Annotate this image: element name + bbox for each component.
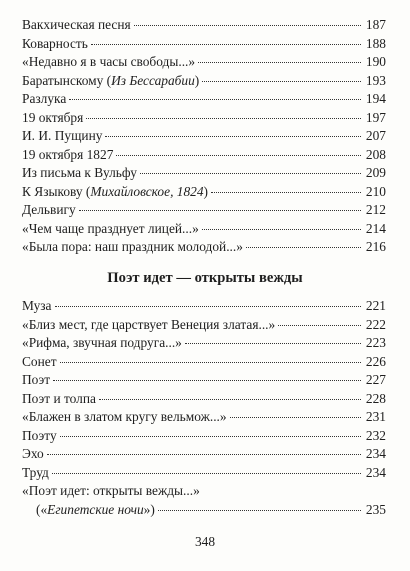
dot-leader [211, 192, 361, 193]
toc-entry [22, 464, 386, 483]
dot-leader [116, 155, 361, 156]
toc-entry-page: 190 [365, 54, 386, 69]
toc-entry-title [22, 408, 227, 427]
toc-entry-title [22, 501, 155, 520]
toc-entry-title-part: К Языкову ( [22, 183, 91, 199]
dot-leader [60, 436, 361, 437]
toc-entry-title [22, 353, 57, 372]
toc-entry-title-part: И. И. Пущину [22, 128, 103, 143]
toc-entry-title-part: 19 октября 1827 [22, 146, 114, 162]
toc-entry [22, 334, 386, 353]
toc-entry-title [22, 72, 199, 91]
toc-entry [22, 183, 386, 202]
toc-entry-page: 187 [365, 17, 386, 32]
toc-entry-title-part: Разлука [22, 91, 67, 106]
toc-entry-page: 235 [365, 501, 386, 517]
toc-entry-title-italic-part: Египетские ночи [47, 501, 144, 517]
toc-entry-title-part: Сонет [22, 353, 57, 369]
toc-entry [22, 482, 386, 501]
toc-entry-page: 227 [365, 372, 386, 387]
toc-entry-page: 234 [365, 446, 386, 461]
toc-entry-page: 214 [365, 220, 386, 236]
toc-entry-title [22, 35, 88, 54]
toc-entry-title [22, 183, 208, 202]
dot-leader [86, 118, 361, 119]
toc-entry [22, 146, 386, 165]
toc-entry [22, 445, 386, 464]
toc-entry-title-italic-part: Из Бессарабии [111, 72, 195, 88]
toc-entry [22, 371, 386, 390]
toc-entry-title-part: Муза [22, 298, 52, 313]
toc-entry-title [22, 146, 113, 165]
toc-entry-title [22, 297, 52, 316]
toc-entry-page: 231 [365, 409, 386, 424]
toc-entry-page: 207 [365, 128, 386, 143]
toc-entry-title [22, 201, 76, 220]
dot-leader [202, 229, 361, 230]
toc-entry [22, 390, 386, 409]
toc-entry-title-part: Эхо [22, 446, 44, 461]
toc-entry-title-part: Из письма к Вульфу [22, 165, 137, 180]
toc-entry [22, 220, 386, 239]
toc-entry-title-part: «Недавно я в часы свободы...» [22, 54, 196, 69]
toc-entry [22, 109, 386, 128]
toc-entry-title-part: ) [203, 183, 209, 199]
toc-entry-page: 194 [365, 91, 386, 106]
toc-entry-title-part: «Чем чаще празднует лицей...» [22, 220, 199, 236]
toc-entry-title-part: Поэт [22, 372, 51, 387]
toc-entry-title-part: 19 октября [22, 109, 84, 125]
toc-entry-page: 210 [365, 183, 386, 199]
toc-entry-title-part: Поэт и толпа [22, 390, 96, 406]
toc-entry-page: 223 [365, 335, 386, 350]
toc-entry-page: 208 [365, 146, 386, 162]
toc-entry [22, 201, 386, 220]
toc-entry-title-part: Коварность [22, 35, 88, 51]
toc-entry-title [22, 127, 102, 146]
dot-leader [140, 173, 361, 174]
toc-entry-page: 232 [365, 427, 386, 443]
toc-entry-title [22, 482, 200, 501]
toc-entry [22, 501, 386, 520]
toc-entry [22, 316, 386, 335]
toc-entry-page: 197 [365, 109, 386, 125]
toc-entry-title-part: Баратынскому ( [22, 72, 112, 88]
toc-entry-title [22, 445, 44, 464]
dot-leader [198, 62, 361, 63]
toc-entry-title-part: Вакхическая песня [22, 17, 131, 32]
dot-leader [60, 362, 361, 363]
toc-entry-title [22, 371, 50, 390]
toc-entry-page: 188 [365, 35, 386, 51]
toc-entry-page: 216 [365, 239, 386, 254]
dot-leader [91, 44, 361, 45]
dot-leader [47, 454, 361, 455]
dot-leader [158, 510, 361, 511]
toc-entry-page: 221 [365, 298, 386, 313]
contents-list-section-2 [22, 297, 386, 519]
toc-entry-title-part: Труд [22, 464, 49, 480]
dot-leader [278, 325, 361, 326]
toc-entry-title-part: «Была пора: наш праздник молодой...» [22, 239, 243, 254]
toc-entry-title-part: (« [36, 501, 48, 517]
toc-entry-page: 228 [365, 390, 386, 406]
toc-entry [22, 72, 386, 91]
page-number: 348 [194, 534, 216, 549]
toc-entry-title [22, 220, 199, 239]
contents-list-section-1 [22, 16, 386, 257]
toc-entry-title [22, 90, 66, 109]
toc-entry [22, 238, 386, 257]
toc-entry-page: 209 [365, 165, 386, 180]
toc-entry-title-part: «Поэт идет: открыты вежды...» [22, 483, 200, 498]
toc-entry-page: 226 [365, 353, 386, 369]
toc-entry-title [22, 427, 57, 446]
toc-entry [22, 35, 386, 54]
dot-leader [69, 99, 361, 100]
dot-leader [246, 247, 361, 248]
dot-leader [52, 473, 361, 474]
toc-entry-title [22, 390, 96, 409]
toc-entry [22, 90, 386, 109]
dot-leader [134, 25, 361, 26]
toc-entry-title [22, 16, 131, 35]
toc-entry [22, 427, 386, 446]
toc-entry-page: 222 [365, 316, 386, 332]
toc-entry-title [22, 316, 275, 335]
toc-entry-page: 234 [365, 464, 386, 480]
toc-entry-title-part: «Блажен в златом кругу вельмож...» [22, 409, 227, 424]
toc-entry [22, 353, 386, 372]
toc-entry-title [22, 334, 182, 353]
toc-entry-title-italic-part: Михайловское, 1824 [90, 183, 204, 199]
toc-entry-title-part: «Близ мест, где царствует Венеция златая...» [22, 316, 276, 332]
toc-entry-title-part: Поэту [22, 427, 57, 443]
dot-leader [202, 81, 361, 82]
toc-entry-title [22, 464, 49, 483]
dot-leader [185, 343, 361, 344]
dot-leader [53, 380, 361, 381]
toc-entry-page: 212 [365, 202, 386, 217]
toc-entry-title-part: «Рифма, звучная подруга...» [22, 335, 182, 350]
toc-entry [22, 53, 386, 72]
toc-entry-title-part: ) [194, 72, 200, 88]
toc-entry-title-part: ») [143, 501, 155, 517]
toc-entry [22, 297, 386, 316]
toc-entry-page: 193 [365, 72, 386, 88]
dot-leader [79, 210, 361, 211]
toc-entry-title [22, 238, 243, 257]
toc-entry-title-part: Дельвигу [22, 202, 76, 217]
toc-entry-title [22, 164, 137, 183]
dot-leader [55, 306, 361, 307]
toc-entry [22, 16, 386, 35]
toc-entry-title [22, 109, 83, 128]
toc-entry [22, 164, 386, 183]
toc-entry-title [22, 53, 195, 72]
toc-entry [22, 408, 386, 427]
toc-entry [22, 127, 386, 146]
section-title: Поэт идет — открыты вежды [107, 270, 303, 286]
dot-leader [99, 399, 361, 400]
dot-leader [230, 417, 361, 418]
dot-leader [105, 136, 361, 137]
